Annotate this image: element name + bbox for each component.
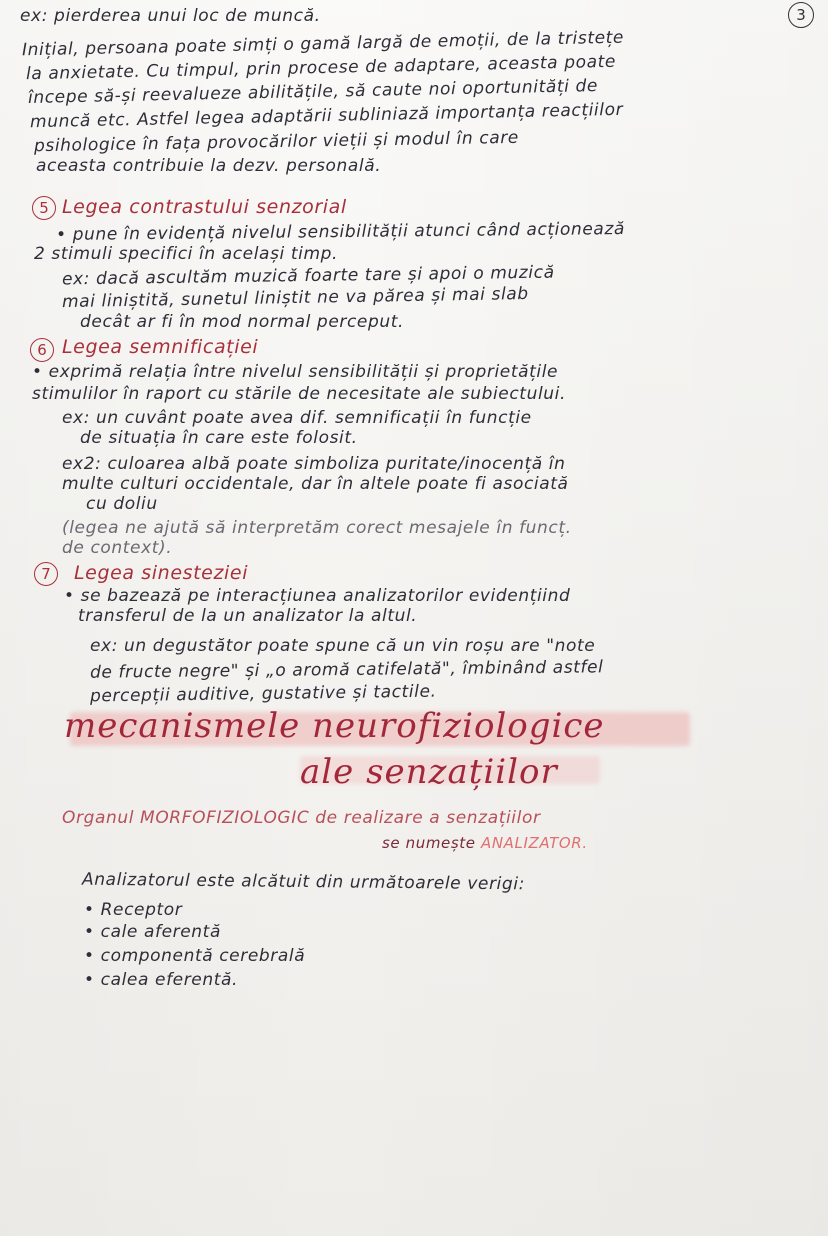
section-7-line: • se bazează pe interacțiunea analizatorilor evidențiind (64, 586, 571, 606)
section-6-note: de context). (62, 538, 173, 558)
section-5-line: • pune în evidență nivelul sensibilității atunci când acționează (55, 219, 626, 245)
section-6-line: multe culturi occidentale, dar în altele poate fi asociată (62, 474, 569, 494)
section-7-line: percepții auditive, gustative și tactile. (89, 681, 437, 707)
heading-line-2: ale senzațiilor (300, 752, 558, 792)
section-6-number: 6 (30, 338, 54, 362)
intro-line: aceasta contribuie la dezv. personală. (36, 156, 382, 176)
section-5-number: 5 (32, 196, 56, 220)
analyzer-item: • componentă cerebrală (84, 946, 305, 966)
section-5-title: Legea contrastului senzorial (62, 196, 347, 218)
section-6-line: stimulilor în raport cu stările de necesitate ale subiectului. (32, 384, 566, 404)
section-7-number: 7 (34, 562, 58, 586)
section-6-line: ex: un cuvânt poate avea dif. semnificații în funcție (62, 408, 532, 428)
section-6-line: • exprimă relația între nivelul sensibilității și proprietățile (32, 362, 559, 382)
intro-line: Inițial, persoana poate simți o gamă largă de emoții, de la tristețe (21, 27, 625, 61)
page-number: 3 (788, 2, 814, 28)
section-7-title: Legea sinesteziei (74, 562, 249, 584)
section-6-note: (legea ne ajută să interpretăm corect mesajele în funcț. (62, 518, 572, 538)
section-6-line: cu doliu (86, 494, 158, 514)
section-5-line: decât ar fi în mod normal perceput. (80, 312, 405, 332)
analyzer-item: • cale aferentă (84, 922, 221, 942)
section-6-line: de situația în care este folosit. (80, 428, 358, 448)
heading-line-1: mecanismele neurofiziologice (64, 706, 605, 746)
definition-line-2 (382, 834, 588, 852)
definition-term: ANALIZATOR. (480, 834, 588, 852)
section-7-line: ex: un degustător poate spune că un vin roșu are "note (90, 636, 596, 656)
analyzer-item: • calea eferentă. (84, 970, 238, 990)
analyzer-intro: Analizatorul este alcătuit din următoarele verigi: (81, 869, 526, 895)
intro-line: psihologice în fața provocărilor vieții și modul în care (33, 127, 520, 157)
section-6-title: Legea semnificației (62, 336, 259, 358)
intro-line: muncă etc. Astfel legea adaptării subliniază importanța reacțiilor (29, 99, 624, 133)
intro-line: la anxietate. Cu timpul, prin procese de adaptare, aceasta poate (25, 51, 617, 85)
definition-prefix: se numește (382, 834, 476, 852)
section-6-line: ex2: culoarea albă poate simboliza puritate/inocență în (62, 454, 566, 474)
definition-line-1: Organul MORFOFIZIOLOGIC de realizare a senzațiilor (62, 808, 541, 828)
section-7-line: de fructe negre" și „o aromă catifelată", îmbinând astfel (89, 657, 604, 683)
intro-example: ex: pierderea unui loc de muncă. (20, 6, 321, 26)
section-7-line: transferul de la un analizator la altul. (78, 606, 418, 626)
section-5-line: mai liniștită, sunetul liniștit ne va părea și mai slab (61, 283, 529, 313)
section-5-line: 2 stimuli specifici în același timp. (34, 244, 339, 264)
analyzer-item: • Receptor (84, 900, 182, 920)
section-5-line: ex: dacă ascultăm muzică foarte tare și apoi o muzică (61, 262, 555, 290)
intro-line: începe să-și reevalueze abilitățile, să caute noi oportunități de (27, 76, 599, 108)
